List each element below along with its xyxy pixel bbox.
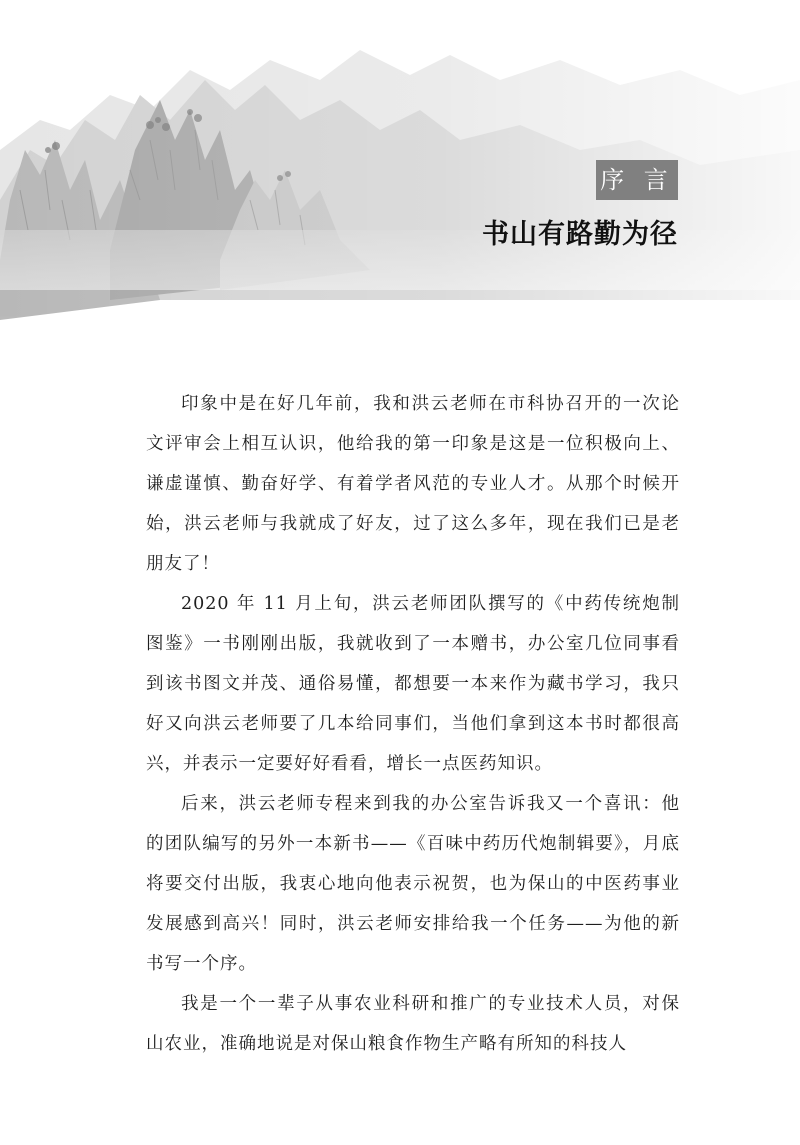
mountain-landscape-illustration — [0, 0, 800, 420]
paragraph: 印象中是在好几年前，我和洪云老师在市科协召开的一次论文评审会上相互认识，他给我的第一印象是这是一位积极向上、谦虚谨慎、勤奋好学、有着学者风范的专业人才。从那个时候开始，洪云老师与我就成了好友，过了这么多年，现在我们已是老朋友了！ — [146, 394, 680, 574]
paragraph: 我是一个一辈子从事农业科研和推广的专业技术人员，对保山农业，准确地说是对保山粮食作物生产略有所知的科技人 — [146, 994, 680, 1054]
section-tag-preface: 序 言 — [596, 160, 678, 200]
paragraph: 2020 年 11 月上旬，洪云老师团队撰写的《中药传统炮制图鉴》一书刚刚出版，我就收到了一本赠书，办公室几位同事看到该书图文并茂、通俗易懂，都想要一本来作为藏书学习，我只好又向洪云老师要了几本给同事们，当他们拿到这本书时都很高兴，并表示一定要好好看看，增长一点医药知识。 — [146, 594, 680, 774]
paragraph: 后来，洪云老师专程来到我的办公室告诉我又一个喜讯：他的团队编写的另外一本新书——《百味中药历代炮制辑要》，月底将要交付出版，我衷心地向他表示祝贺，也为保山的中医药事业发展感到高兴！同时，洪云老师安排给我一个任务——为他的新书写一个序。 — [146, 794, 680, 974]
chapter-title: 书山有路勤为径 — [482, 219, 678, 250]
body-text — [146, 384, 680, 1064]
